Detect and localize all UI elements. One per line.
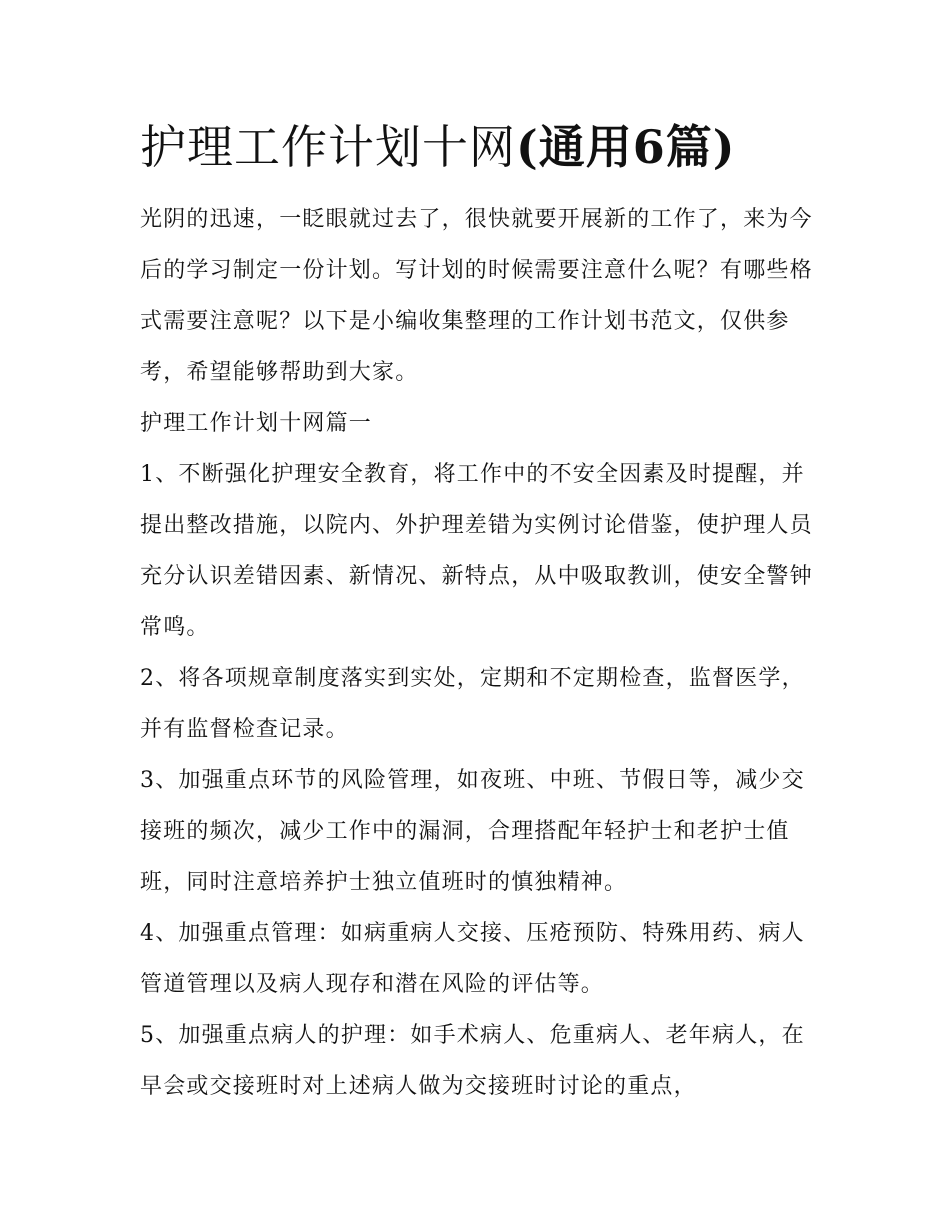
title-suffix: (通用6篇) <box>516 120 736 174</box>
list-item: 2、将各项规章制度落实到实处，定期和不定期检查，监督医学，并有监督检查记录。 <box>140 666 805 742</box>
list-item: 1、不断强化护理安全教育，将工作中的不安全因素及时提醒，并提出整改措施，以院内、外护理差错为实例讨论借鉴，使护理人员充分认识差错因素、新情况、新特点，从中吸取教训，使安全警钟常鸣。 <box>140 462 813 640</box>
document-body <box>140 112 820 1112</box>
list-item: 4、加强重点管理：如病重病人交接、压疮预防、特殊用药、病人管道管理以及病人现存和潜在风险的评估等。 <box>140 921 805 997</box>
list-item: 5、加强重点病人的护理：如手术病人、危重病人、老年病人，在早会或交接班时对上述病人做为交接班时讨论的重点， <box>140 1023 805 1099</box>
document-title <box>140 112 820 182</box>
section-heading: 护理工作计划十网篇一 <box>140 411 373 436</box>
title-main: 护理工作计划十网 <box>140 120 516 174</box>
list-item: 3、加强重点环节的风险管理，如夜班、中班、节假日等，减少交接班的频次，减少工作中的漏洞，合理搭配年轻护士和老护士值班，同时注意培养护士独立值班时的慎独精神。 <box>140 768 805 895</box>
intro-paragraph: 光阴的迅速，一眨眼就过去了，很快就要开展新的工作了，来为今后的学习制定一份计划。写计划的时候需要注意什么呢？有哪些格式需要注意呢？以下是小编收集整理的工作计划书范文，仅供参考，希望能够帮助到大家。 <box>140 207 813 385</box>
